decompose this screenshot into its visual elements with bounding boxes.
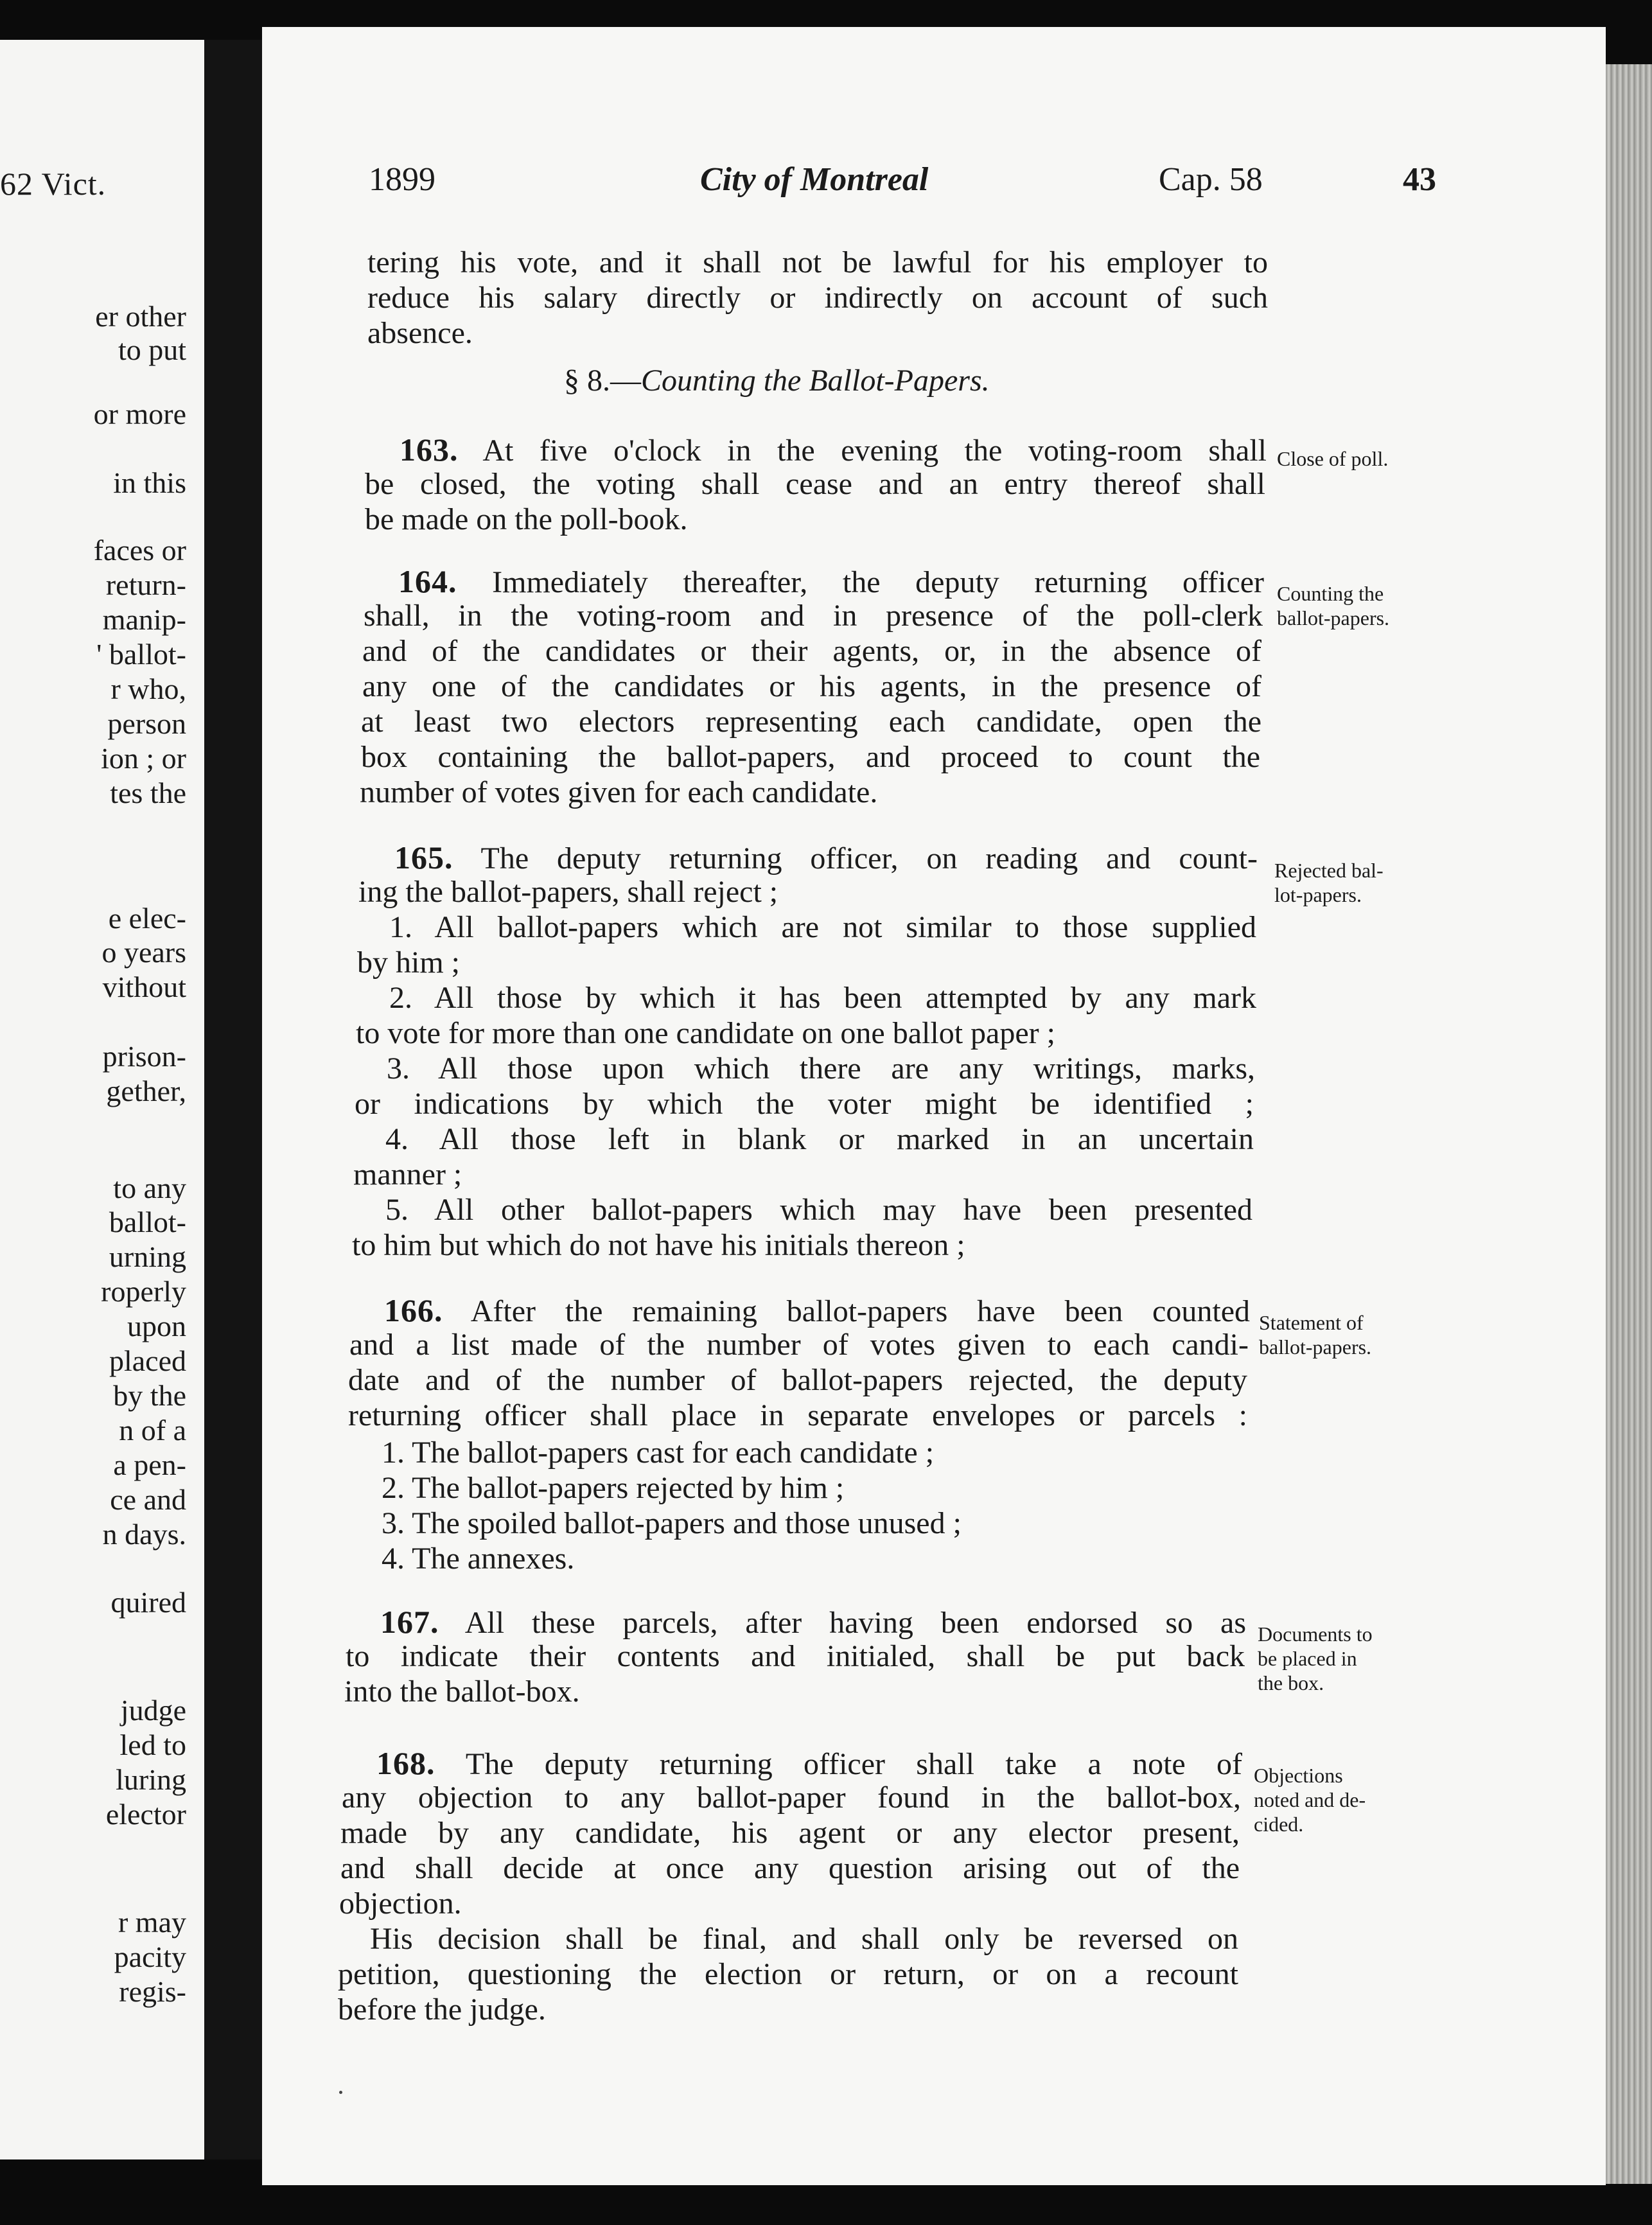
section-number: 163. xyxy=(400,432,459,468)
section-heading-title: Counting the Ballot-Papers. xyxy=(641,364,990,398)
sidenote: Counting the ballot-papers. xyxy=(1277,582,1390,629)
running-head-chapter: Cap. 58 xyxy=(1159,161,1263,198)
body-line: any objection to any ballot-paper found in the ballot-box, xyxy=(342,1781,1241,1815)
section-number: 167. xyxy=(380,1604,439,1640)
body-line: made by any candidate, his agent or any elector present, xyxy=(340,1816,1240,1850)
body-line: 4. The annexes. xyxy=(382,1542,575,1576)
ink-speck xyxy=(339,2091,342,2094)
left-page-fragment: ballot- xyxy=(109,1206,186,1238)
left-page-fragment: or more xyxy=(93,398,186,430)
body-line: or indications by which the voter might be identified ; xyxy=(355,1087,1254,1121)
page-edges xyxy=(1606,64,1652,2184)
left-page-fragment: vithout xyxy=(102,971,186,1003)
body-line: to him but which do not have his initials thereon ; xyxy=(352,1228,965,1262)
left-page-fragment: quired xyxy=(110,1586,186,1619)
body-line: 167. All these parcels, after having been endorsed so as xyxy=(380,1604,1246,1640)
left-page-fragment: gether, xyxy=(106,1075,186,1107)
left-page-header: 62 Vict. xyxy=(0,166,107,202)
body-line: 2. The ballot-papers rejected by him ; xyxy=(382,1471,845,1505)
left-page-fragment: to put xyxy=(118,333,186,366)
body-line: 163. At five o'clock in the evening the voting-room shall xyxy=(400,432,1267,468)
body-line: absence. xyxy=(367,316,473,350)
page-number: 43 xyxy=(1403,161,1436,198)
body-line: before the judge. xyxy=(338,1992,546,2027)
body-line: objection. xyxy=(339,1886,462,1921)
sidenote: Statement of ballot-papers. xyxy=(1259,1311,1372,1359)
body-line: returning officer shall place in separate envelopes or parcels : xyxy=(348,1398,1247,1432)
left-page-fragment: led to xyxy=(119,1728,186,1761)
left-page-fragment: e elec- xyxy=(108,902,186,935)
body-line: and of the candidates or their agents, or, in the absence of xyxy=(362,634,1261,668)
left-page-fragment: roperly xyxy=(101,1275,186,1308)
body-line: be closed, the voting shall cease and an entry thereof shall xyxy=(365,467,1265,501)
book-gutter xyxy=(204,40,262,2159)
body-line: 164. Immediately thereafter, the deputy returning officer xyxy=(398,563,1264,599)
left-page-fragment: luring xyxy=(116,1763,186,1796)
body-line: into the ballot-box. xyxy=(344,1675,580,1709)
body-line: and shall decide at once any question arising out of the xyxy=(340,1851,1240,1885)
body-line: and a list made of the number of votes given to each candi- xyxy=(349,1328,1249,1362)
body-line: tering his vote, and it shall not be lawful for his employer to xyxy=(367,245,1268,279)
body-line: by him ; xyxy=(357,945,461,980)
sidenote: Documents to be placed in the box. xyxy=(1258,1623,1373,1694)
left-page-fragment: n of a xyxy=(119,1414,186,1447)
left-page-fragment: ion ; or xyxy=(101,742,186,775)
left-page-fragment: upon xyxy=(127,1310,186,1342)
body-line: number of votes given for each candidate. xyxy=(360,775,878,809)
section-number: 168. xyxy=(376,1745,435,1781)
sidenote: Objections noted and de- cided. xyxy=(1254,1764,1366,1836)
left-page-fragment: r may xyxy=(118,1906,186,1939)
running-head-year: 1899 xyxy=(369,161,435,198)
left-page-fragment: n days. xyxy=(102,1518,186,1551)
left-page-fragment: o years xyxy=(101,936,186,969)
left-page-fragment: pacity xyxy=(114,1940,186,1973)
left-page-fragment: ce and xyxy=(110,1483,186,1516)
body-line: to indicate their contents and initialed, shall be put back xyxy=(346,1639,1245,1673)
left-page-fragment: in this xyxy=(113,466,186,499)
left-page-fragment: judge xyxy=(120,1694,186,1727)
body-line: 3. All those upon which there are any writings, marks, xyxy=(387,1051,1255,1086)
body-line: 1. All ballot-papers which are not similar to those supplied xyxy=(389,910,1256,944)
body-line: 165. The deputy returning officer, on reading and count- xyxy=(394,840,1258,875)
left-page-fragment: return- xyxy=(105,568,186,601)
section-number: 166. xyxy=(384,1292,443,1328)
section-number: 165. xyxy=(394,840,453,875)
left-page-fragment: urning xyxy=(109,1240,186,1273)
section-heading-prefix: § 8.— xyxy=(564,364,641,398)
running-head-title: City of Montreal xyxy=(700,161,929,198)
left-page-fragment: r who, xyxy=(110,673,186,705)
body-line: be made on the poll-book. xyxy=(365,502,688,536)
body-line: shall, in the voting-room and in presence of the poll-clerk xyxy=(364,599,1263,633)
body-line: manner ; xyxy=(353,1157,462,1192)
body-line: to vote for more than one candidate on one ballot paper ; xyxy=(356,1016,1055,1050)
body-line: 1. The ballot-papers cast for each candidate ; xyxy=(382,1436,935,1470)
body-line: petition, questioning the election or return, or on a recount xyxy=(338,1957,1238,1991)
body-line: 3. The spoiled ballot-papers and those unused ; xyxy=(382,1506,962,1540)
body-line: 5. All other ballot-papers which may have been presented xyxy=(385,1193,1252,1227)
body-line: at least two electors representing each candidate, open the xyxy=(361,705,1261,739)
section-heading xyxy=(564,363,990,398)
left-page-fragment: prison- xyxy=(102,1040,186,1073)
left-page-fragment: a pen- xyxy=(113,1448,186,1481)
body-line: ing the ballot-papers, shall reject ; xyxy=(358,875,778,909)
left-page-fragment: by the xyxy=(113,1379,186,1412)
body-line: 168. The deputy returning officer shall take a note of xyxy=(376,1745,1242,1781)
left-page-fragment: regis- xyxy=(119,1975,186,2008)
body-line: reduce his salary directly or indirectly on account of such xyxy=(367,281,1268,315)
body-line: 166. After the remaining ballot-papers have been counted xyxy=(384,1292,1251,1328)
section-number: 164. xyxy=(398,563,457,599)
sidenote: Close of poll. xyxy=(1277,447,1389,470)
left-page-fragment: er other xyxy=(95,300,186,333)
left-page-fragment: faces or xyxy=(93,534,186,567)
body-line: date and of the number of ballot-papers rejected, the deputy xyxy=(348,1363,1247,1397)
left-page-fragment: person xyxy=(107,707,186,740)
body-line: box containing the ballot-papers, and proceed to count the xyxy=(361,740,1260,774)
left-page-fragment: manip- xyxy=(102,603,186,636)
left-page-fragment: ' ballot- xyxy=(96,638,186,671)
left-page-fragment: tes the xyxy=(110,777,186,809)
sidenote: Rejected bal- lot-papers. xyxy=(1274,859,1384,906)
body-line: 2. All those by which it has been attempted by any mark xyxy=(389,981,1256,1015)
left-page xyxy=(0,40,204,2159)
body-line: any one of the candidates or his agents, in the presence of xyxy=(362,669,1261,703)
body-line: His decision shall be final, and shall only be reversed on xyxy=(370,1922,1238,1956)
body-line: 4. All those left in blank or marked in an uncertain xyxy=(385,1122,1254,1156)
left-page-fragment: placed xyxy=(109,1344,186,1377)
left-page-fragment: to any xyxy=(113,1172,186,1204)
left-page-fragment: elector xyxy=(105,1798,186,1831)
